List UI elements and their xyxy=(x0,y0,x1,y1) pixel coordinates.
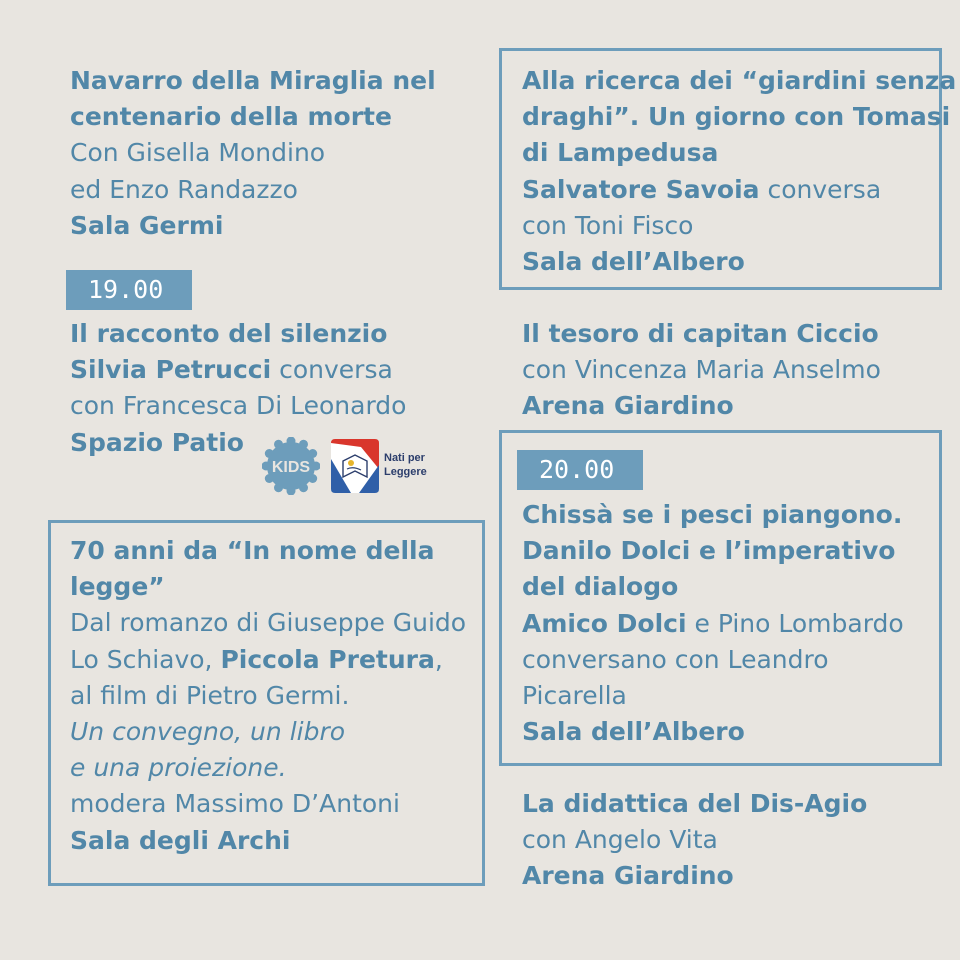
event-speaker: Silvia Petrucci xyxy=(70,355,272,385)
npl-line: Leggere xyxy=(384,466,427,478)
event-title: centenario della morte xyxy=(70,102,392,132)
kids-badge-icon xyxy=(262,437,320,495)
event-venue: Arena Giardino xyxy=(522,861,734,891)
event-venue: Sala Germi xyxy=(70,210,224,240)
event-guests: con Vincenza Maria Anselmo xyxy=(522,355,881,385)
event-guests: con Francesca Di Leonardo xyxy=(70,391,407,421)
event-speaker-line xyxy=(522,606,904,642)
text-part: Lo Schiavo, xyxy=(70,644,221,674)
event-speaker: Salvatore Savoia xyxy=(522,174,760,204)
nati-per-leggere-icon xyxy=(331,439,379,493)
event-venue: Spazio Patio xyxy=(70,427,244,457)
event-speaker-line xyxy=(522,172,956,208)
text-part: , xyxy=(434,644,443,674)
event-title: Chissà se i pesci piangono. xyxy=(522,500,903,529)
event-guests: conversano con Leandro xyxy=(522,644,829,674)
event-giardini xyxy=(522,63,956,280)
event-title: di Lampedusa xyxy=(522,138,719,168)
event-guests: ed Enzo Randazzo xyxy=(70,174,298,204)
event-title: 70 anni da “In nome della xyxy=(70,536,435,565)
event-guests: Picarella xyxy=(522,681,627,711)
event-title: Il racconto del silenzio xyxy=(70,319,388,348)
event-pesci xyxy=(522,497,904,750)
event-speaker-rest: conversa xyxy=(759,174,882,204)
event-title: legge” xyxy=(70,572,165,602)
event-venue: Sala dell’Albero xyxy=(522,717,745,747)
event-speaker: Amico Dolci xyxy=(522,608,687,638)
event-note: Un convegno, un libro xyxy=(70,717,346,747)
nati-per-leggere-text xyxy=(384,451,427,479)
event-speaker-line xyxy=(70,352,406,388)
event-title: Navarro della Miraglia nel xyxy=(70,66,436,95)
event-moderator: modera Massimo D’Antoni xyxy=(70,789,400,819)
event-guests: con Angelo Vita xyxy=(522,825,718,855)
time-badge-20: 20.00 xyxy=(517,450,643,490)
event-venue: Sala degli Archi xyxy=(70,825,291,855)
event-guests: Con Gisella Mondino xyxy=(70,138,326,168)
book-title: Piccola Pretura xyxy=(220,644,435,674)
event-title: Il tesoro di capitan Ciccio xyxy=(522,319,879,348)
event-title: draghi”. Un giorno con Tomasi xyxy=(522,102,951,132)
event-venue: Sala dell’Albero xyxy=(522,247,745,277)
event-didattica xyxy=(522,786,867,895)
event-description: al film di Pietro Germi. xyxy=(70,680,350,710)
time-badge-19: 19.00 xyxy=(66,270,192,310)
event-tesoro xyxy=(522,316,881,425)
event-guests: con Toni Fisco xyxy=(522,210,694,240)
event-navarro xyxy=(70,63,436,244)
event-description xyxy=(70,642,466,678)
event-title: La didattica del Dis-Agio xyxy=(522,789,868,818)
nati-per-leggere-logo xyxy=(331,439,447,493)
event-note: e una proiezione. xyxy=(70,753,287,783)
event-title: del dialogo xyxy=(522,572,679,602)
event-description: Dal romanzo di Giuseppe Guido xyxy=(70,608,467,638)
kids-badge-label: KIDS xyxy=(271,459,311,476)
event-venue: Arena Giardino xyxy=(522,391,734,421)
event-title: Alla ricerca dei “giardini senza xyxy=(522,66,957,95)
npl-line: Nati per xyxy=(384,452,425,464)
event-70-anni xyxy=(70,533,466,859)
event-speaker-rest: conversa xyxy=(271,355,393,385)
event-speaker-rest: e Pino Lombardo xyxy=(686,608,904,638)
event-title: Danilo Dolci e l’imperativo xyxy=(522,536,896,566)
